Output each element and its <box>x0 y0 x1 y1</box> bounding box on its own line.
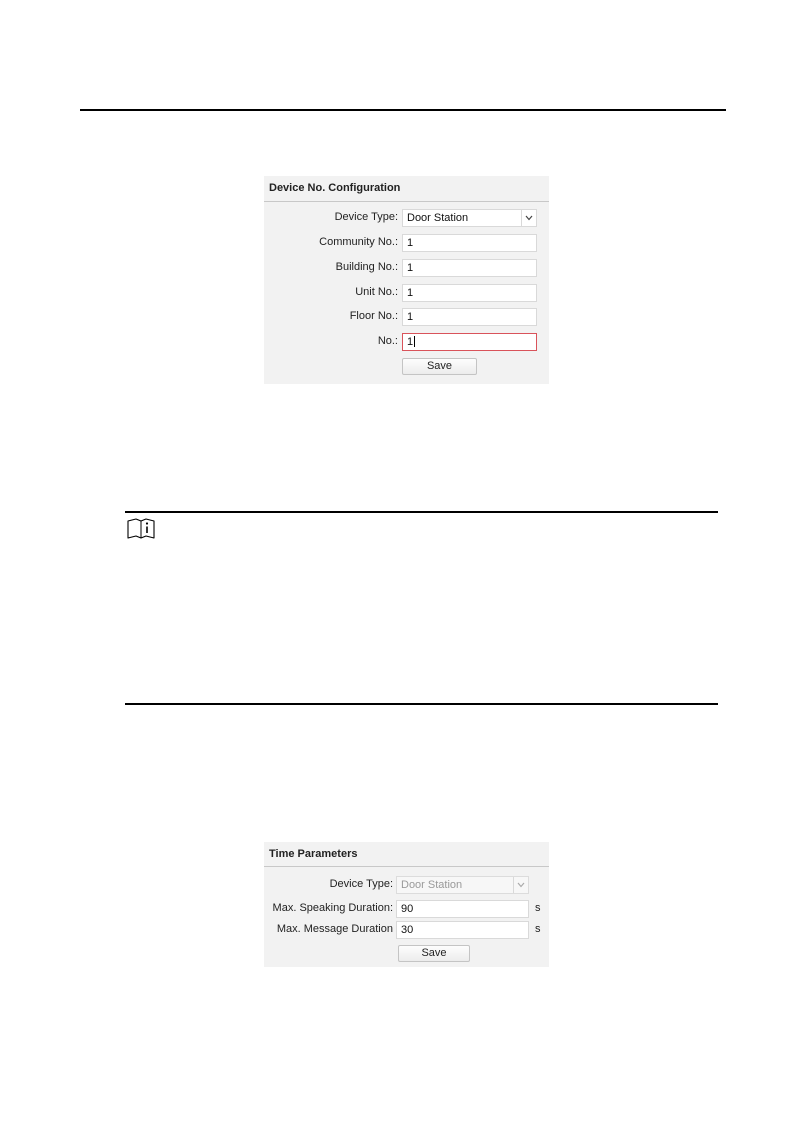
community-no-row <box>264 234 549 252</box>
max-message-duration-row <box>264 921 549 939</box>
device-type-label: Device Type: <box>334 211 398 223</box>
panel-title: Device No. Configuration <box>269 182 401 194</box>
max-speaking-duration-label: Max. Speaking Duration: <box>272 902 393 914</box>
max-message-duration-label: Max. Message Duration <box>276 923 393 935</box>
community-no-label: Community No.: <box>319 236 398 248</box>
building-no-row <box>264 259 549 277</box>
note-bottom-rule <box>125 703 718 705</box>
seconds-unit: s <box>535 902 541 914</box>
device-no-configuration-panel <box>264 176 549 384</box>
no-input-value: 1 <box>407 336 414 348</box>
no-label: No.: <box>377 335 398 347</box>
panel-title: Time Parameters <box>269 848 358 860</box>
seconds-unit: s <box>535 923 541 935</box>
time-device-type-label: Device Type: <box>329 878 393 890</box>
time-device-type-value: Door Station <box>401 879 463 891</box>
device-type-select[interactable] <box>402 209 537 227</box>
save-button[interactable]: Save <box>402 358 477 375</box>
floor-no-row <box>264 308 549 326</box>
max-speaking-duration-row <box>264 900 549 918</box>
header-rule <box>80 109 726 111</box>
device-type-row <box>264 209 549 227</box>
no-row <box>264 333 549 351</box>
device-type-value: Door Station <box>407 212 469 224</box>
time-device-type-select <box>396 876 529 894</box>
building-no-input[interactable]: 1 <box>402 259 537 277</box>
no-input[interactable] <box>402 333 537 351</box>
save-button[interactable]: Save <box>398 945 470 962</box>
panel-divider <box>264 866 549 867</box>
unit-no-input[interactable]: 1 <box>402 284 537 302</box>
panel-divider <box>264 201 549 202</box>
building-no-label: Building No.: <box>335 261 398 273</box>
max-message-duration-input[interactable]: 30 <box>396 921 529 939</box>
text-caret <box>414 336 415 347</box>
max-speaking-duration-input[interactable]: 90 <box>396 900 529 918</box>
note-top-rule <box>125 511 718 513</box>
chevron-down-icon[interactable] <box>521 210 536 226</box>
floor-no-label: Floor No.: <box>349 310 398 322</box>
time-parameters-panel <box>264 842 549 967</box>
chevron-down-icon <box>513 877 528 893</box>
unit-no-row <box>264 284 549 302</box>
book-note-icon <box>126 518 156 540</box>
time-device-type-row <box>264 876 549 894</box>
community-no-input[interactable]: 1 <box>402 234 537 252</box>
floor-no-input[interactable]: 1 <box>402 308 537 326</box>
unit-no-label: Unit No.: <box>355 286 398 298</box>
